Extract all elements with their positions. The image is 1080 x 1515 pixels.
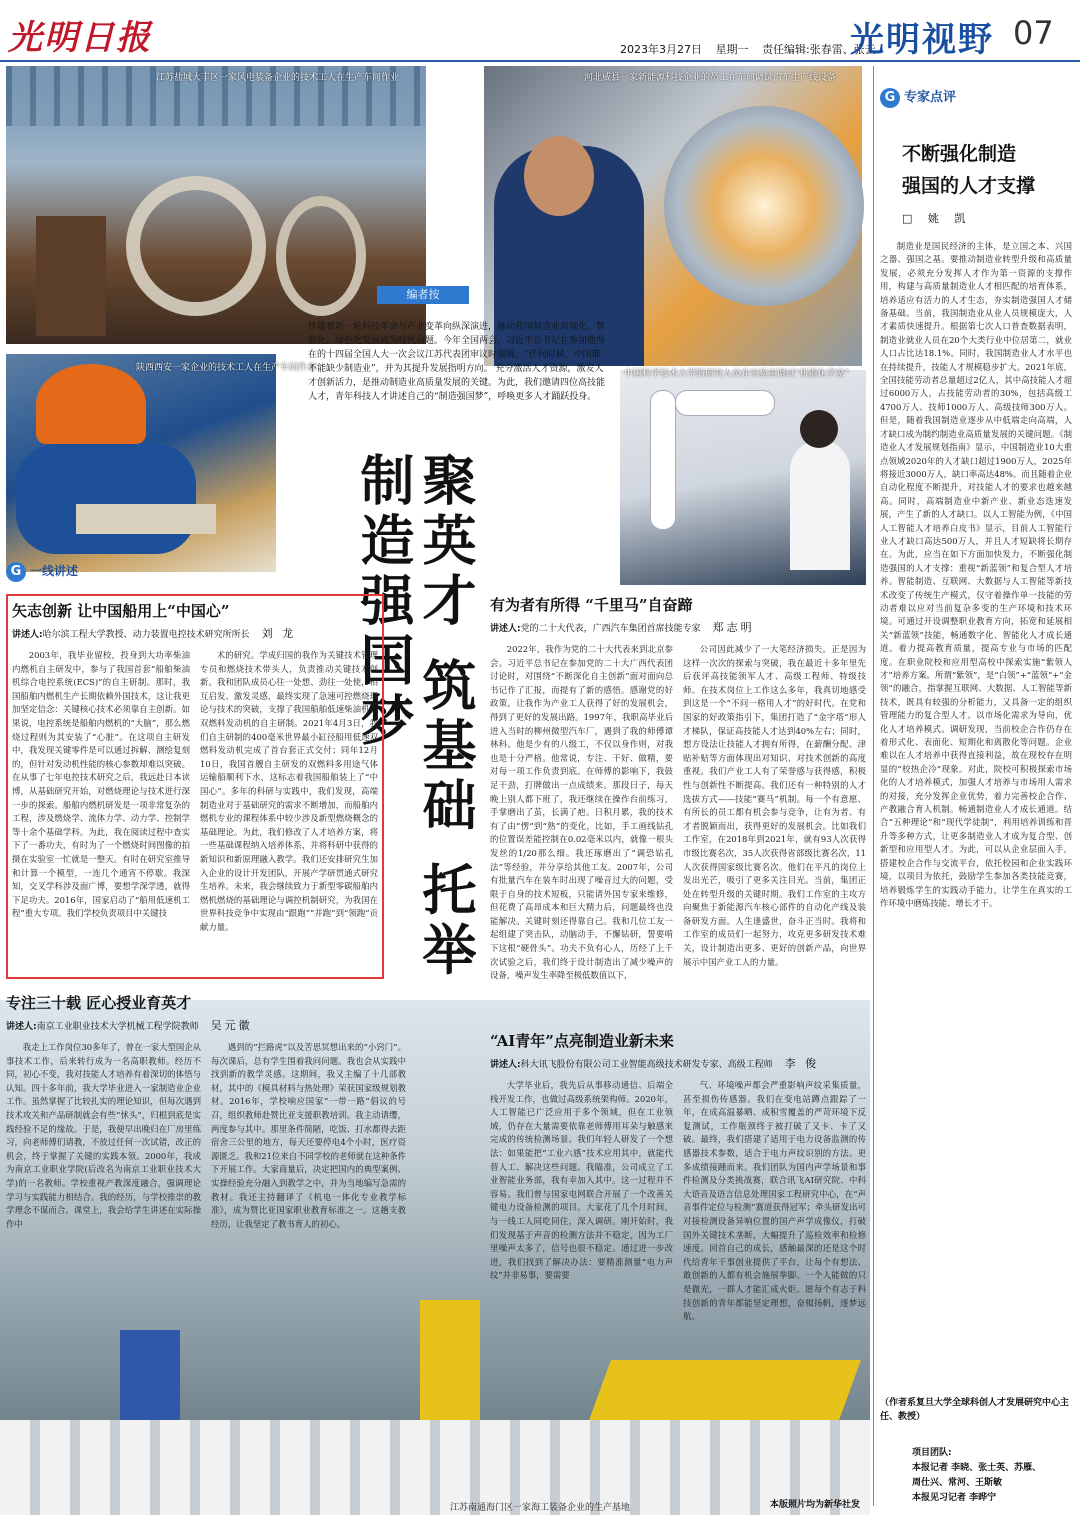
article-byline [490,619,866,635]
issue-date: 2023年3月27日 [620,43,702,56]
byline-label: 讲述人: [490,624,521,634]
article-column: 术的研究。学成归国的我作为关键技术管理专员和燃烧技术带头人，负责推动关键技术创新。我和团队成员心往一处想、劲往一处使，相互启发、激发灵感，最终实现了急速可控燃烧理论与技术的突破，支撑了我国船舶低速柴油机和双燃料发动机的自主研制。2021年4月3日，我们自主研制的400毫米世界最小缸径船用低速双燃料发动机完成了首台套正式交付；同年12月10日，我国首艘自主研发的双燃料多用途气体运输船顺利下水，这标志着我国船舶装上了“中国心”。多年的科研与实践中，我们发现，高端制造业对于基础研究的需求不断增加，而船舶内燃机专业的课程体系中较少涉及新型燃烧概念的基础理论。为此，我们修改了人才培养方案，将一些基础课程纳入培养体系，并将科研中获得的新知识和新原理融入教学。我们还安排研究生加入企业的设计开发团队，开展产学研贯通式研究生培养。未来，我会继续致力于新型零碳船舶内燃机燃烧的基础理论与调控机制研究，为我国在世界科技竞争中实现由“跟跑”“并跑”到“领跑”贡献力量。 [200,650,378,932]
g-logo-icon: G [6,562,26,582]
team-line: 项目团队: [912,1448,952,1458]
column-label-text: 一线讲述 [30,564,79,578]
byline-label: 讲述人: [6,1022,37,1032]
byline-author: 吴元徽 [210,1019,253,1032]
article-ai-youth [490,1030,866,1334]
team-line: 本报记者 李晓、张士英、苏雁、 [912,1463,1042,1473]
team-line: 本报见习记者 李晔宁 [912,1493,997,1503]
byline-text: 哈尔滨工程大学教授、动力装置电控技术研究所所长 [42,630,250,640]
expert-label [880,86,1072,108]
page-number: 07 [1013,14,1054,52]
article-byline [12,625,378,641]
byline-text: 南京工业职业技术大学机械工程学院教师 [36,1022,199,1032]
photo-credit: 本版照片均为新华社发 [770,1500,861,1510]
commentary-author-note: （作者系复旦大学全球科创人才发展研究中心主任、教授） [880,1398,1070,1422]
triangle-divider [426,66,484,266]
expert-label-text: 专家点评 [904,90,957,105]
editor-note: 伴随着新一轮科技革命与产业变革向纵深演进，推动我国制造业高端化、智能化、绿色化发展成为时代命题。今年全国两会，习近平总书记在参加他所在的十四届全国人大一次会议江苏代表团审议时强调，“任何时候，中国都不能缺少制造业”，并为其提升发展指明方向。 充分激活人才资源，激发人才创新活力，是推动制造业高质量发展的关键。为此，我们邀请四位高技能人才，青年科技人才讲述自己的“制造强国梦”，呼唤更多人才踊跃投身。 [308,322,606,402]
team-line: 周仕兴、常河、王斯敏 [912,1478,1003,1488]
article-column: 公司因此减少了一大笔经济损失。正是因为这样一次次的探索与突破，我在最近十多年里先后获评高技能领军人才、高级工程师、特级技师。在技术岗位上工作这么多年，我真切地感受到这是一个“不问一格用人才”的好时代。在党和国家的好政策指引下，集团打造了“金字塔”形人才梯队，保证高技能人才达到40%左右；同时，想方设法让技能人才拥有所得，在薪酬分配、津贴补贴等方面体现出对知识、对技术创新的高度重视。我们产业工人有了荣誉感与获得感，积极性与创新性不断提高。我们还有一种特别的人才选拔方式——技能“赛马”机制。每一个有意愿、有所长的员工都有机会参与竞争，让有为者、有才者脱颖而出，获得更好的发展机会。比如我们工作室，在2018年到2021年，就有93人次获得市级比赛名次，35人次获得省部级比赛名次，11人次获得国家级比赛名次。他们在平凡的岗位上发出光芒，吸引了更多关注目光。当前，集团正处在转型升级的关键时期。我们工作室的主攻方向聚焦于新能源汽车核心部件的自动化产线及装备研发方面。人生逢盛世，奋斗正当时。我将和工作室的成员们一起努力，攻克更多研发技术难关，设计制造出更多、更好的创新产品，向世界展示中国产业工人的力量。 [683,644,866,967]
byline-text: 党的二十大代表，广西汽车集团首席技能专家 [520,624,701,634]
byline-author: 刘 龙 [261,627,297,640]
article-byline [490,1055,866,1071]
masthead [0,0,1080,62]
photo-caption: 中国科学技术大学的研究人员在实验室调试“机器化学家” [624,369,850,379]
article-column: 2022年，我作为党的二十大代表来到北京参会。习近平总书记在参加党的二十大广西代表团讨论时，对围绕“不断深化自主创新”面对面向总书记作了汇报，而提有了新的感悟。感谢党的好政策，让我作为产业工人获得了好的发展机会，得到了更好的发展出路。1997年，我职高毕业后进入当时的柳州微型汽车厂，遇到了我的师傅谭林科。他是少有的八级工，不仅以身作则，对我也是十分严格。他常说，专注、干好、做精，要对每一项工作负责到底。在师傅的影响下，我鼓足干劲，打牌做出一点成绩来。那段日子，每天晚上别人都下班了，我还继续在操作台前练习，手掌磨出了茧，长满了疤。日积月累，我的技术有了由“愣”到“熟”的变化，比如，手工画线钻孔的位置误差能控制在0.02毫米以内，就像一根头发丝的1/20那么细。我还琢磨出了“调恐钻孔法”等经验，并分享给其他工友。2007年，公司有批量汽车在装车时出现了噪音过大的问题，受限于自身的技术短板，只能请外国专家来维修，但花费了高昂成本和巨大精力后，问题最终也没能解决。关键时刻还得靠自己。我和几位工友一起组建了突击队，动脑动手，不懈钻研，誓要啃下这根“硬骨头”。功夫不负有心人，历经了上千次试验之后，我们终于设计制造出了减少噪声的设备，噪声发生率降至极低数值以下， [490,644,673,981]
issue-meta [620,41,886,57]
commentary-author: □ 姚 凯 [902,212,972,225]
byline-label: 讲述人: [12,630,43,640]
main-headline: 聚英才 筑基础 托举制造强国梦 [352,452,478,982]
article-title: 有为者有所得 “千里马”自奋蹄 [490,596,693,614]
commentary-title [902,138,1072,202]
column-label [6,562,126,584]
article-teacher [6,992,406,1331]
photo-caption: 河北威县一家新能源科技企业的员工在车间调试汽车生产线设备 [584,73,837,83]
article-title: 专注三十载 匠心授业育英才 [6,994,192,1012]
photo-lab-robot [620,370,866,585]
article-ship-engine [6,594,384,979]
article-skilled-worker [490,594,866,981]
photo-factory-workshop [6,66,426,344]
article-title: 矢志创新 让中国船用上“中国心” [12,602,230,620]
byline-author: 郑志明 [712,621,755,634]
column-divider [873,66,874,1506]
article-column: 遇到的“拦路虎”以及苦思冥想出来的“小窍门”。每次课后，总有学生围着我问问题。我也会从实践中找到新的教学灵感。这期间，我又主编了十几部教材，其中的《模具材料与热处理》荣获国家级规划教材。2016年，学校响应国家“一带一路”倡议的号召，组织教师赴赞比亚支援职教培训。我主动请缨，两度参与其中。那里条件简陋，吃饭、打水都得去距宿舍三公里的地方，每天还要停电4个小时，医疗资源匮乏。我和21位来自不同学校的老师就在这种条件下开展工作。大家商量后，决定把国内的典型案例、实操经验充分融入到教学之中，并为当地编写急需的教材。我还主持翻译了《机电一体化专业教学标准》，成为赞比亚国家职业教育标准之一。这趟支教经历，让我坚定了教书育人的初心。 [211,1042,406,1229]
photo-caption: 江苏盐城大丰区一家风电装备企业的技术工人在生产车间作业 [156,73,400,83]
photo-caption: 江苏南通海门区一家海工装备企业的生产基地 [450,1503,631,1513]
byline-text: 科大讯飞股份有限公司工业智能高级技术研发专家、高级工程师 [520,1060,773,1070]
g-logo-icon: G [880,88,900,108]
photo-welder [6,354,317,572]
article-column: 2003年，我毕业留校，投身到大功率柴油内燃机自主研发中，参与了我国首套“船舶柴油机综合电控系统(ECS)”的自主研制。那时，我国船舶内燃机生产长期依赖外国技术，这让我更加坚定信念：关键核心技术必须靠自主创新。如果说，电控系统是船舶内燃机的“大脑”，那么燃烧过程则为其安装了“心脏”。在这项自主研发中，我发现关键零件是可以通过拆解、测绘复刻的，但针对发动机性能的核心参数却难以突破。在从事了七年电控技术研究之后，我远赴日本读博，从基础研究开始，对燃烧理论与技术进行深一步的探索。船舶内燃机研发是一项非常复杂的工程，涉及燃烧学、流体力学、动力学、控制学等十余个基础学科。为此，我在阅读过程中查实下了一番功夫，有时为了一个燃烧时间图像的拍摄在实验室一忙就是一整天。有时在研究室推导和计算一个模型，一连几个通宵不停歇。我深知，交叉学科涉及面广博，要想学深学透，就得下足功夫。2016年，国家启动了“船用低速机工程”重大专项。我们学校负责项目中关键技 [12,650,190,919]
expert-commentary [880,86,1072,1506]
article-column: 气、环境噪声都会严重影响声纹采集质量，甚至损伤传感器。我们在变电站蹲点跟踪了一年，在成高温暴晒、成积雪覆盖的严苛环境下反复测试，工作瓶颈终于被打破了又卡、卡了又破。最终，我们搭建了适用于电力设备监测的传感器技术参数，适合于电力声纹识别的方法。更多成绩接踵而来。我们团队为国内声学场景和事件检测及分类挑战赛，联合讯飞AI研究院、中科大语音及语言信息处理国家工程研究中心，在“声音事件定位与检测”赛道获得冠军；牵头研发出可对接检测设备异响位置的国产声学成像仪，打破国外关键技术垄断，大幅提升了巡检效率和检修速度。回首自己的成长，感触最深的还是这个时代给青年干事创业提供了平台，让每个有想法、敢创新的人都有机会施展拳脚。一个人能做的只是微光，一群人才能汇成火炬。愿每个有志于科技创新的青年都能坚定理想，奋楫扬帆，逐梦远航。 [683,1080,866,1322]
section-title: 光明视野 [850,20,994,60]
project-team [912,1446,1041,1506]
photo-caption: 陕西西安一家企业的技术工人在生产车间作业 [136,363,317,373]
article-column: 我走上工作岗位30多年了，曾在一家大型国企从事技术工作，后来转行成为一名高职教师。经历不同，初心不变，我对技能人才培养有着深切的体悟与认知。四十多年前，我大学毕业进入一家制造业企业工作。虽然掌握了比较扎实的理论知识，但每次遇到技术攻关和产品研制就会有些“怵头”，归根到底是实践经验不足的缘故。于是，我便早出晚归在厂房里练习，向老师傅们请教，不放过任何一次试错，改正的机会，终于掌握了关键的实践本领。2000年，我成为南京工业职业学院(后改名为南京工业职业技术大学)的一名教师。学校重视产教深度融合，强调理论学习与实践能力相结合。我的经历，与学校推崇的教学理念不谋而合。课堂上，我会给学生讲述在实际操作中 [6,1042,201,1229]
commentary-body: 制造业是国民经济的主体，是立国之本、兴国之器、强国之基。要推动制造业转型升级和高质量发展，必须充分发挥人才作为第一资源的支撑作用，构建与高质量制造业人才相匹配的培育体系，培养适应有活力的人才生态，夯实制造强国人才储备基础。当前，我国制造业从业人员规模庞大，人才素质快速提升。根据第七次人口普查数据表明，制造业就业人员在20个大类行业中位居第二，就业人口占比达18.1%。同时，我国制造业人才水平也在持续提升，技能人才规模稳步扩大。2021年底，全国技能劳动者总量超过2亿人，其中高技能人才超过6000万人，占技能劳动者的30%，包括高级工4700万人、技师1000万人、高级技师300万人。但是，随着我国制造业逐步从中低端走向高端，人才缺口成为制约制造业高质量发展的关键问题。《制造业人才发展规划指南》显示，中国制造业10大重点领域2020年的人才缺口超过1900万人，2025年将接近3000万人，缺口率高达48%。而且随着企业自动化程度不断提升，对技能人才的要求也越来越高。同时，高端制造业中新产业、新业态迭速发展，产生了新的人才缺口。以人工智能为例，《中国人工智能人才培养白皮书》显示，目前人工智能行业人才缺口高达500万人，并且人才短缺将长期存在。为此，应当在如下方面加快发力，不断强化制造强国的人才支撑：重视“新蓝领”和复合型人才培养。智能制造、互联网、大数据与人工智能等新技术改变了传统生产模式，仅守着操作单一技能的劳动者难以应对当前复杂多变的生产环境和技术环境。可通过开设调整职业教育方向，拓宽和延展相关“新蓝领”技能，畅通数字化、智能化人才成长通道。着力提高教育质量，提高专业与市场的匹配度。在职业院校和应用型高校中探索实施“紫领人才”培养方案。所谓“紫领”，是“白领”+“蓝领”+“金领”的融合，指掌握互联网、大数据、人工智能等新技术，既具有较强的分析能力，又具备一定的组织管理能力的复合型人才。以市场化需求为导向，优化人才培养模式。调研发现，当前校企合作仍存在着形式化、表面化、短期化和离散化等问题。企业难以在人才培养中获得直接利益，故在现校存在明显的“校热企冷”现象。对此，院校可积极探索市场化的人才培养模式，加强人才培养与市场用人需求的对接，充分发挥企业优势，着力完善校企合作、产教融合育人机制。畅通制造业人才成长通道。结合“五种理论”和“现代学徒制”，利用培养训练和晋升等多种方式，让更多制造业人才成为复合型、创新型和应用型人才。为此，可以从企业层面入手，搭建校企合作与交流平台，依托校园和企业实践环境，以项目为依托，鼓励学生参加各类技能竞赛，培养锻炼学生的实践动手能力，让学生在真实的工作环境中磨炼技能、增长才干。 [880,241,1072,908]
article-byline [6,1017,406,1033]
editor-note-label: 编者按 [377,286,469,304]
byline-label: 讲述人: [490,1060,521,1070]
issue-editor: 责任编辑:张春雷、张云 [762,43,876,56]
commentary-title-line: 强国的人才支撑 [902,175,1036,197]
commentary-title-line: 不断强化制造 [902,143,1017,165]
byline-author: 李 俊 [784,1057,820,1070]
article-title: “AI青年”点亮制造业新未来 [490,1032,674,1050]
newspaper-logo: 光明日报 [8,18,152,58]
issue-weekday: 星期一 [715,43,749,56]
article-column: 大学毕业后，我先后从事移动通信、后端全栈开发工作，也做过高级系统架构师。2020年，人工智能已广泛应用于多个领域，但在工业领域，仍存在大量需要依靠老师傅用耳朵与触感来完成的传统检测场景。我们年轻人研发了一个想法：如果能把“工业六感”技术应用其中，就能代替人工、解决这些问题。我瞄准，公司成立了工业智能业务部，我有幸加入其中。这一过程并不容易。我们曾与国家电网联合开展了一个改善关键电力设备检测的项目。大家花了几个月时间，与一线工人同吃同住，深入调研。刚开始时，我们发现基于声音的检测方法并不稳定，因为工厂里噪声太多了，信号也很不稳定。通过进一步改进，我们找到了解决办法：要精准测量“电力声纹”并非易事，要需要 [490,1080,673,1281]
